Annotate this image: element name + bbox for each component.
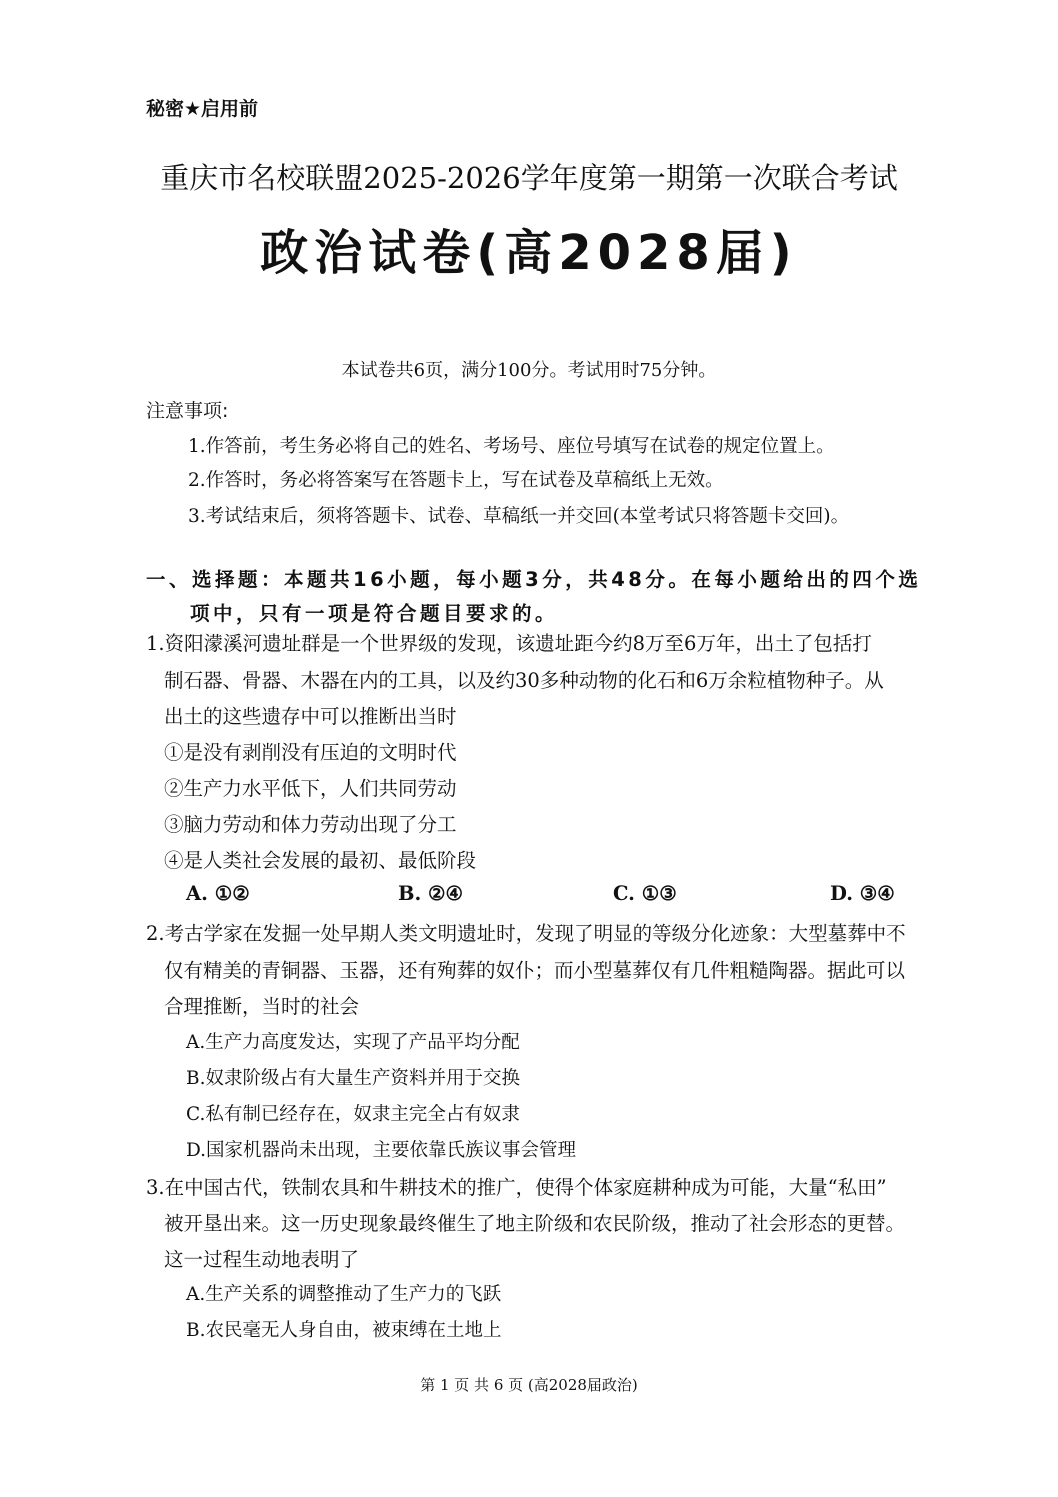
question-1-option-c: C. ①③: [613, 882, 677, 905]
exam-name: 重庆市名校联盟2025-2026学年度第一期第一次联合考试: [160, 161, 898, 195]
notice-title: 注意事项:: [146, 400, 229, 422]
question-1-text: 制石器、骨器、木器在内的工具，以及约30多种动物的化石和6万余粒植物种子。从: [164, 669, 884, 692]
page-footer: 第 1 页 共 6 页 (高2028届政治): [420, 1376, 638, 1394]
question-3-text: 被开垦出来。这一历史现象最终催生了地主阶级和农民阶级，推动了社会形态的更替。: [164, 1212, 906, 1235]
question-1-statement: ②生产力水平低下，人们共同劳动: [164, 777, 457, 800]
question-3-text: 这一过程生动地表明了: [164, 1248, 360, 1271]
section-heading-cont: 项中，只有一项是符合题目要求的。: [190, 602, 559, 625]
question-3-text: 3.在中国古代，铁制农具和牛耕技术的推广，使得个体家庭耕种成为可能，大量“私田”: [146, 1176, 887, 1199]
question-2-option-d: D.国家机器尚未出现，主要依靠氏族议事会管理: [186, 1140, 577, 1161]
notice-item: 1.作答前，考生务必将自己的姓名、考场号、座位号填写在试卷的规定位置上。: [188, 436, 835, 457]
question-2-option-a: A.生产力高度发达，实现了产品平均分配: [186, 1032, 520, 1053]
notice-item: 2.作答时，务必将答案写在答题卡上，写在试卷及草稿纸上无效。: [188, 470, 724, 491]
question-3-option-b: B.农民毫无人身自由，被束缚在土地上: [186, 1320, 502, 1341]
question-1-option-b: B. ②④: [398, 882, 464, 905]
question-1-text: 1.资阳濛溪河遗址群是一个世界级的发现，该遗址距今约8万至6万年，出土了包括打: [146, 632, 872, 655]
question-3-option-a: A.生产关系的调整推动了生产力的飞跃: [186, 1284, 502, 1305]
question-1-text: 出土的这些遗存中可以推断出当时: [164, 705, 457, 728]
question-2-text: 合理推断，当时的社会: [164, 995, 360, 1018]
question-1-statement: ③脑力劳动和体力劳动出现了分工: [164, 813, 457, 836]
paper-title: 政治试卷(高2028届): [260, 225, 798, 281]
question-1-statement: ④是人类社会发展的最初、最低阶段: [164, 849, 477, 872]
secret-label: 秘密★启用前: [146, 98, 259, 120]
question-2-option-c: C.私有制已经存在，奴隶主完全占有奴隶: [186, 1104, 520, 1125]
question-2-option-b: B.奴隶阶级占有大量生产资料并用于交换: [186, 1068, 520, 1089]
question-1-statement: ①是没有剥削没有压迫的文明时代: [164, 741, 457, 764]
paper-info: 本试卷共6页，满分100分。考试用时75分钟。: [341, 360, 717, 381]
question-2-text: 仅有精美的青铜器、玉器，还有殉葬的奴仆；而小型墓葬仅有几件粗糙陶器。据此可以: [164, 959, 906, 982]
question-1-option-a: A. ①②: [186, 882, 250, 905]
notice-item: 3.考试结束后，须将答题卡、试卷、草稿纸一并交回(本堂考试只将答题卡交回)。: [188, 506, 850, 527]
question-1-option-d: D. ③④: [830, 882, 895, 905]
question-2-text: 2.考古学家在发掘一处早期人类文明遗址时，发现了明显的等级分化迹象：大型墓葬中不: [146, 922, 906, 945]
section-heading: 一、选择题：本题共16小题，每小题3分，共48分。在每小题给出的四个选: [146, 568, 922, 591]
